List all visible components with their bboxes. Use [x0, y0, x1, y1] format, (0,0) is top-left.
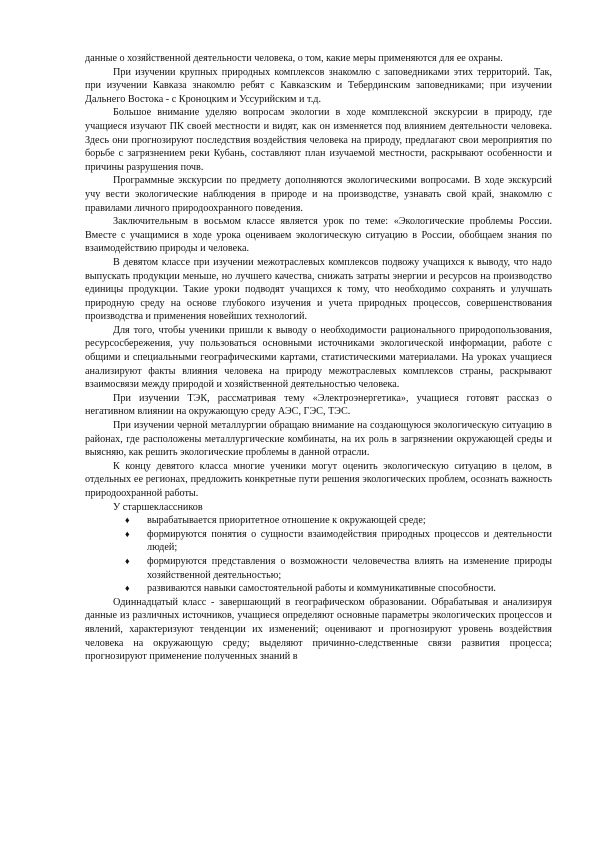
paragraph-excursion: Большое внимание уделяю вопросам экологии в ходе комплексной экскурсии в природу, где учащиеся изучают ПК своей местности и видят, как он изменяется под влиянием деятельности человека. Здесь они прогнозируют последствия воздействия человека на природу, предлагают свои мероприятия по борьбе с загрязнением реки Кубань, составляют план изучаемой местности, раскрывают особенности и причины разрушения почв. — [85, 107, 552, 173]
paragraph-reserves: При изучении крупных природных комплексов знакомлю с заповедниками этих территорий. Так, при изучении Кавказа знакомлю ребят с Кавказским и Тебердинским заповедниками; при изучении Дальнего Востока - с Кроноцким и Уссурийским и т.д. — [85, 66, 552, 105]
diamond-bullet-icon: ♦ — [125, 528, 130, 539]
list-item — [125, 528, 552, 555]
bullet-list — [85, 514, 552, 596]
list-item — [125, 555, 552, 582]
document-page — [85, 52, 552, 664]
paragraph-metallurgy: При изучении черной металлургии обращаю внимание на создающуюся экологическую ситуацию в районах, где расположены металлургические комбинаты, на их роль в загрязнении окружающей среды и выясняю, как решить экологические проблемы в данной отрасли. — [85, 420, 552, 459]
list-item-text: развиваются навыки самостоятельной работы и коммуникативные способности. — [147, 583, 496, 595]
paragraph-eighth-grade: Заключительным в восьмом классе является урок по теме: «Экологические проблемы России. Вместе с учащимися в ходе урока оцениваем экологическую ситуацию в России, обобщаем знания по взаимодействию природы и человека. — [85, 216, 552, 255]
paragraph-resource-saving: Для того, чтобы ученики пришли к выводу о необходимости рационального природопользования, ресурсосбережения, учу пользоваться основными источниками экологической информации, работе с общими и специальными географическими картами, статистическими материалами. На уроках учащиеся анализируют факты влияния человека на природу межотраслевых комплексов страны, раскрывают взаимосвязи между природой и хозяйственной деятельностью человека. — [85, 324, 552, 391]
paragraph-seniors: У старшеклассников — [113, 501, 203, 513]
paragraph-tek: При изучении ТЭК, рассматривая тему «Электроэнергетика», учащиеся готовят рассказ о негативном влиянии на окружающую среду АЭС, ГЭС, ТЭС. — [85, 392, 552, 418]
paragraph-program-excursions: Программные экскурсии по предмету дополняются экологическими вопросами. В ходе экскурсий учу вести экологические наблюдения в природе и на производстве, узнавать свой край, знакомлю с правилами личного природоохранного поведения. — [85, 175, 552, 214]
paragraph-eleventh-grade: Одиннадцатый класс - завершающий в географическом образовании. Обрабатывая и анализируя данные из различных источников, учащиеся определяют основные параметры экологических процессов и явлений, характеризуют тенденции их изменений; оценивают и прогнозируют уровень воздействия человека на окружающую среду; выделяют причинно-следственные связи развития процесса; прогнозируют применение полученных знаний в — [85, 596, 552, 663]
list-item-text: формируются понятия о сущности взаимодействия природных процессов и деятельности людей; — [147, 528, 552, 554]
list-item-text: формируются представления о возможности человечества влиять на изменение природы хозяйственной деятельностью; — [147, 555, 552, 581]
diamond-bullet-icon: ♦ — [125, 583, 130, 594]
paragraph-end-of-ninth: К концу девятого класса многие ученики могут оценить экологическую ситуацию в целом, в отдельных ее регионах, предложить конкретные пути решения экологических проблем, осознать важность природоохранной работы. — [85, 460, 552, 499]
diamond-bullet-icon: ♦ — [125, 515, 130, 526]
diamond-bullet-icon: ♦ — [125, 555, 130, 566]
paragraph-ninth-grade: В девятом классе при изучении межотраслевых комплексов подвожу учащихся к выводу, что надо выпускать продукции меньше, но лучшего качества, снижать затраты энергии и ресурсов на производство единицы продукции. Такие уроки подводят учащихся к тому, что необходимо сохранять и улучшать природную среду на основе глубокого изучения и учета природных процессов, совершенствования производства и применения новейших технологий. — [85, 256, 552, 323]
list-item — [125, 582, 552, 596]
list-item — [125, 514, 552, 528]
paragraph-continuation: данные о хозяйственной деятельности человека, о том, какие меры применяются для ее охраны. — [85, 53, 503, 64]
list-item-text: вырабатывается приоритетное отношение к окружающей среде; — [147, 515, 426, 527]
